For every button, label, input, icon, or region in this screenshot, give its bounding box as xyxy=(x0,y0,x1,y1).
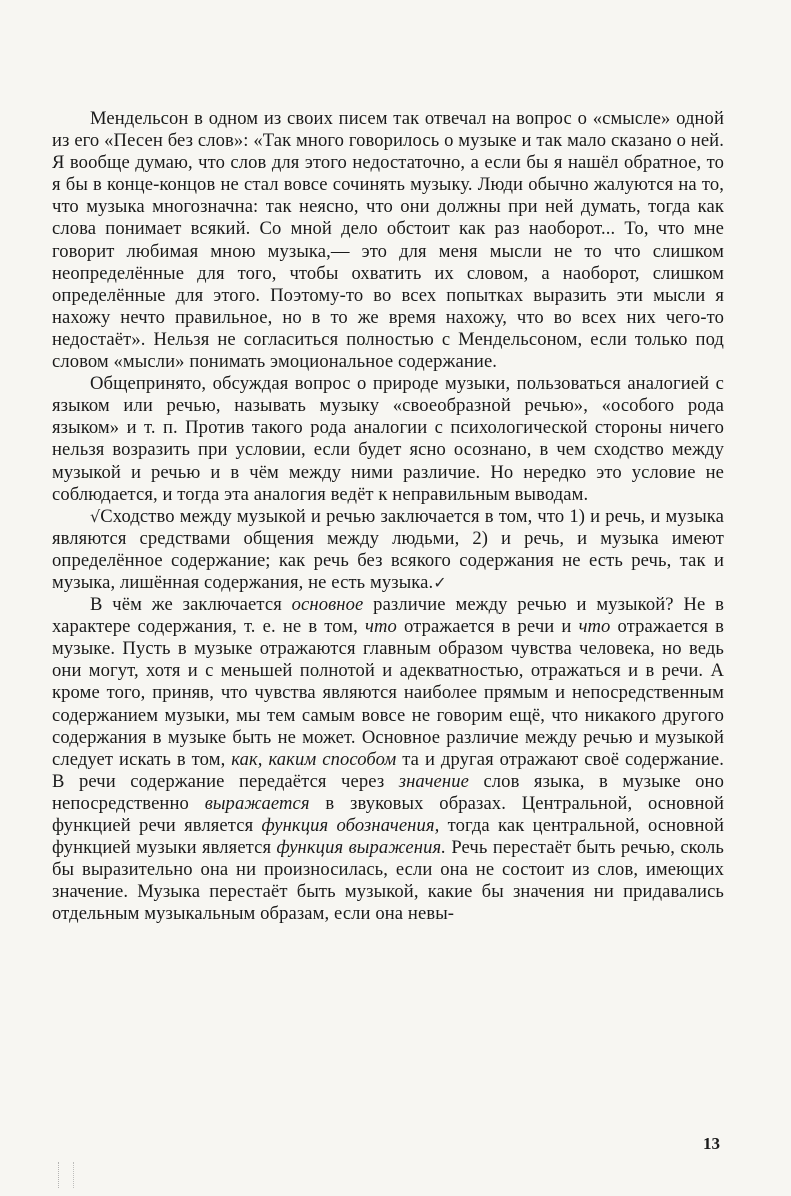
paragraph-4 xyxy=(52,594,724,925)
text-run: Сходство между музыкой и речью заключается в том, что 1) и речь, и музыка являются средствами общения между людьми, 2) и речь, и музыка имеют определённое содержание; как речь без всякого содержания не есть речь, так и музыка, лишённая содержания, не есть музыка. xyxy=(52,505,724,593)
pencil-check-mark-end: ✓ xyxy=(433,572,447,592)
text-run: в звуковых образах. Центральной, основной функцией речи является xyxy=(52,792,724,836)
text-run: Общепринято, обсуждая вопрос о природе музыки, пользоваться аналогией с языком или речью, называть музыку «своеобразной речью», «особого рода языком» и т. п. Против такого рода аналогии с психологической стороны ничего нельзя возразить при условии, если будет ясно осознано, в чем сходство между музыкой и речью и в чём между ними различие. Но нередко это условие не соблюдается, и тогда эта аналогия ведёт к неправильным выводам. xyxy=(52,373,724,505)
text-run: слов языка, в музыке оно непосредственно xyxy=(52,770,724,814)
paragraph-1 xyxy=(52,108,724,373)
emphasis-text: функция обозначения, xyxy=(261,815,440,836)
paragraph-3 xyxy=(52,506,724,594)
text-run: та и другая отражают своё содержание. В речи содержание передаётся через xyxy=(52,748,725,792)
emphasis-text: выражается xyxy=(204,792,310,814)
text-run: отражается в музыке. Пусть в музыке отражаются главным образом чувства человека, но ведь они могут, хотя и с меньшей полнотой и адекватностью, отражаться и в речи. А кроме того, приняв, что чувства являются наиболее прямым и непосредственным содержанием музыки, мы тем самым вовсе не говорим ещё, что никакого другого содержания в музыке быть не может. Основное различие между речью и музыкой следует искать в том, xyxy=(52,616,724,770)
emphasis-text: что xyxy=(578,616,611,638)
page-body xyxy=(52,108,724,925)
text-run: тогда как центральной, основной функцией музыки является xyxy=(52,815,724,859)
emphasis-text: что xyxy=(365,616,397,638)
emphasis-text: как, каким способом xyxy=(231,748,397,770)
emphasis-text: функция выражения. xyxy=(276,837,446,859)
paragraph-2 xyxy=(52,373,724,506)
text-run: отражается в речи и xyxy=(396,616,579,638)
text-run: Речь перестаёт быть речью, сколь бы выразительно она ни произносилась, если она не состоит из слов, имеющих значение. Музыка перестаёт быть музыкой, какие бы значения ни придавались отдельным музыкальным образам, если она невы- xyxy=(52,837,724,925)
emphasis-text: основное xyxy=(291,594,364,616)
text-run: Мендельсон в одном из своих писем так отвечал на вопрос о «смысле» одной из его «Песен без слов»: «Так много говорилось о музыке и так мало сказано о ней. Я вообще думаю, что слов для этого недостаточно, а если бы я нашёл обратное, то я бы в конце-концов не стал вовсе сочинять музыку. Люди обычно жалуются на то, что музыка многозначна: так неясно, что они должны при ней думать, тогда как слова понимает всякий. Со мной дело обстоит как раз наоборот... То, что мне говорит любимая мною музыка,— это для меня мысли не то что слишком неопределённые для того, чтобы охватить их словом, а наоборот, слишком определённые для этого. Поэтому-то во всех попытках выразить эти мысли я нахожу нечто правильное, но в то же время нахожу, что во всех них чего-то недостаёт». Нельзя не согласиться полностью с Мендельсоном, если только под словом «мысли» понимать эмоциональное содержание. xyxy=(52,108,724,373)
pencil-check-mark-start: √ xyxy=(90,506,101,526)
binding-edge-mark xyxy=(58,1162,74,1188)
text-run: различие между речью и музыкой? Не в характере содержания, т. е. не в том, xyxy=(52,594,725,638)
text-run: В чём же заключается xyxy=(90,594,292,616)
emphasis-text: значение xyxy=(398,770,469,792)
page-number: 13 xyxy=(703,1134,720,1153)
